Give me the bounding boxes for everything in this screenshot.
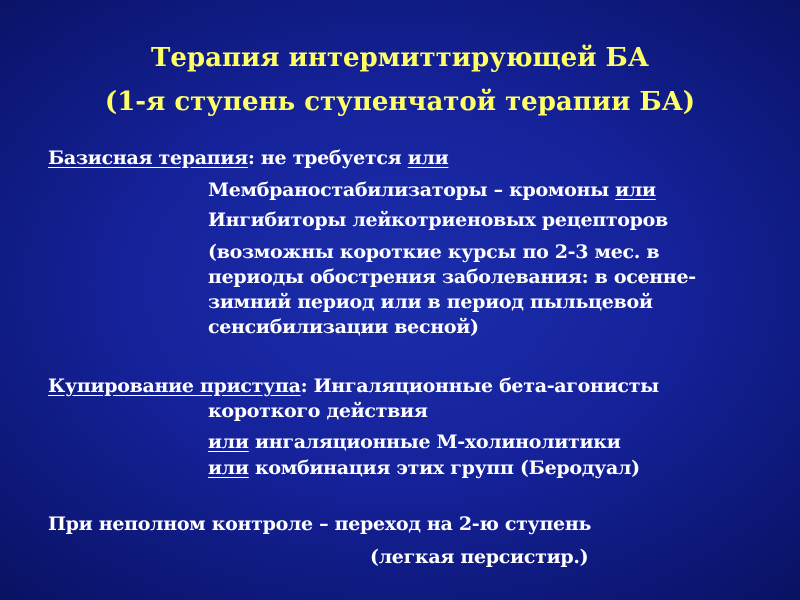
membrane-stabilizers-or: или bbox=[615, 179, 656, 201]
relief-line bbox=[48, 374, 659, 398]
leukotriene-inhibitors-line: Ингибиторы лейкотриеновых рецепторов bbox=[208, 209, 668, 231]
relief-line-4-or: или bbox=[208, 457, 249, 479]
short-courses-line-3: зимний период или в период пыльцевой bbox=[208, 291, 653, 313]
control-line-2: (легкая персистир.) bbox=[370, 546, 589, 568]
basic-therapy-line bbox=[48, 146, 448, 170]
title-line-1: Терапия интермиттирующей БА bbox=[151, 43, 649, 73]
relief-line-3-or: или bbox=[208, 431, 249, 453]
membrane-stabilizers-line bbox=[208, 178, 656, 202]
relief-rest: : Ингаляционные бета-агонисты bbox=[300, 375, 659, 397]
short-courses-line-2: периоды обострения заболевания: в осенне- bbox=[208, 266, 696, 288]
basic-therapy-or: или bbox=[407, 147, 449, 169]
relief-line-3 bbox=[208, 430, 621, 454]
relief-label: Купирование приступа bbox=[48, 375, 301, 397]
relief-line-4 bbox=[208, 456, 640, 480]
membrane-stabilizers-text: Мембраностабилизаторы – кромоны bbox=[208, 179, 616, 201]
short-courses-line-1: (возможны короткие курсы по 2-3 мес. в bbox=[208, 241, 660, 263]
control-line-1: При неполном контроле – переход на 2-ю ступень bbox=[48, 513, 592, 535]
title-line-2: (1-я ступень ступенчатой терапии БА) bbox=[104, 87, 696, 117]
relief-line-3-text: ингаляционные М-холинолитики bbox=[248, 431, 621, 453]
relief-line-4-text: комбинация этих групп (Беродуал) bbox=[248, 457, 640, 479]
relief-line-2: короткого действия bbox=[208, 400, 428, 422]
basic-therapy-rest: : не требуется bbox=[247, 147, 408, 169]
short-courses-line-4: сенсибилизации весной) bbox=[208, 316, 479, 338]
basic-therapy-label: Базисная терапия bbox=[48, 147, 248, 169]
